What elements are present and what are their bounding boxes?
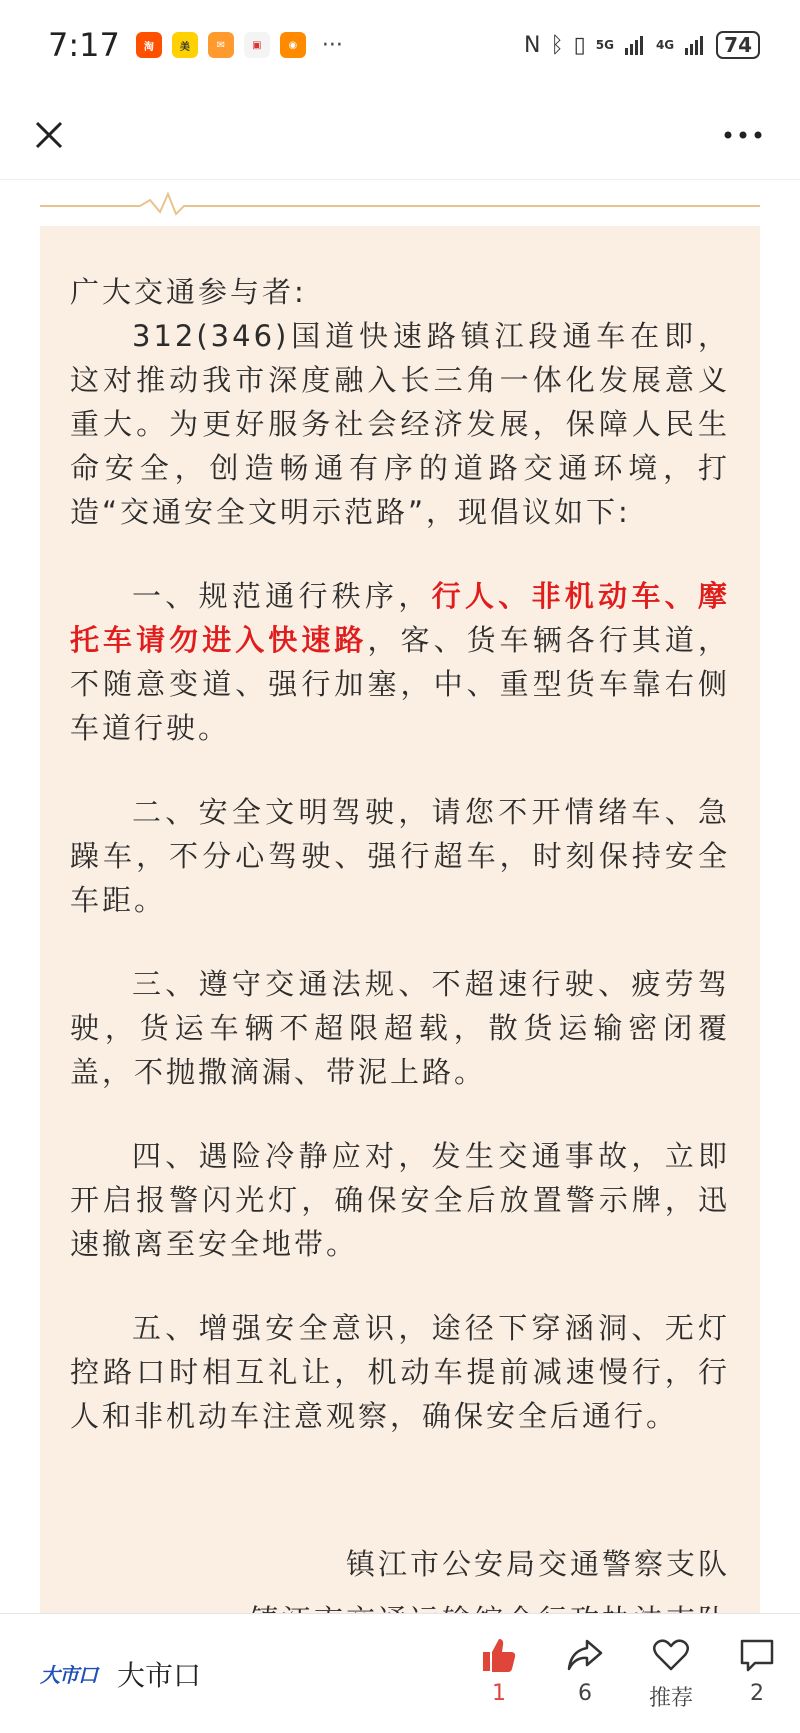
- brand-logo[interactable]: 大市口: [40, 1663, 97, 1687]
- gift-app-icon: ▣: [244, 32, 270, 58]
- recommend-label: 推荐: [648, 1686, 693, 1711]
- bluetooth-icon: ᛒ: [550, 32, 564, 58]
- greeting: 广大交通参与者:: [70, 275, 307, 309]
- nfc-icon: N: [523, 32, 541, 58]
- meituan-app-icon: 美: [172, 32, 198, 58]
- status-indicators: [524, 31, 760, 59]
- shopping-app-icon: ◉: [280, 32, 306, 58]
- comment-button[interactable]: [714, 1635, 800, 1712]
- signal-4g-label: 4G: [655, 38, 675, 52]
- battery-indicator: 74: [716, 31, 760, 59]
- like-count: 1: [492, 1681, 506, 1706]
- taobao-app-icon: 淘: [136, 32, 162, 58]
- more-dots-icon: [723, 130, 763, 140]
- bottom-bar: [0, 1613, 800, 1733]
- comment-count: 2: [750, 1681, 764, 1706]
- signal-bars-icon: [624, 34, 646, 56]
- close-icon: [34, 120, 64, 150]
- notification-icons: [136, 32, 343, 58]
- action-buttons: [456, 1635, 800, 1712]
- heart-icon: [651, 1635, 691, 1675]
- share-button[interactable]: [542, 1635, 628, 1712]
- comment-icon: [737, 1635, 777, 1675]
- decorative-divider: [40, 190, 760, 220]
- close-button[interactable]: [24, 110, 74, 160]
- recommend-button[interactable]: [628, 1635, 714, 1712]
- item-1: [70, 574, 730, 750]
- vibrate-icon: ▯: [573, 32, 586, 58]
- article-card: [40, 226, 760, 1626]
- status-bar: [0, 0, 800, 90]
- more-options-button[interactable]: [718, 110, 768, 160]
- signal-5g-label: 5G: [595, 38, 614, 52]
- item-1-highlight: 行人、非机动车、摩托车请勿进入快速路: [70, 579, 730, 657]
- share-count: 6: [578, 1681, 592, 1706]
- signal-bars-icon-2: [684, 34, 706, 56]
- more-notifications-icon: ···: [321, 32, 343, 58]
- app-notification-icon: ✉: [208, 32, 234, 58]
- item-5: 五、增强安全意识，途径下穿涵洞、无灯控路口时相互礼让，机动车提前减速慢行，行人和非机动车注意观察，确保安全后通行。: [70, 1311, 730, 1433]
- item-1-suffix: ，客、货车辆各行其道，不随意变道、强行加塞，中、重型货车靠右侧车道行驶。: [70, 623, 730, 745]
- thumbs-up-icon: [479, 1635, 519, 1675]
- status-time: 7:17: [48, 26, 120, 64]
- intro-paragraph: 312(346)国道快速路镇江段通车在即，这对推动我市深度融入长三角一体化发展意义重大。为更好服务社会经济发展，保障人民生命安全，创造畅通有序的道路交通环境，打造“交通安全文明示范路”，现倡议如下:: [70, 319, 730, 529]
- item-3: 三、遵守交通法规、不超速行驶、疲劳驾驶，货运车辆不超限超载，散货运输密闭覆盖，不抛撒滴漏、带泥上路。: [70, 967, 730, 1089]
- like-button[interactable]: [456, 1635, 542, 1712]
- item-1-prefix: 一、规范通行秩序，: [132, 579, 432, 613]
- top-nav: [0, 90, 800, 180]
- signature-police: 镇江市公安局交通警察支队: [345, 1547, 730, 1581]
- brand-name[interactable]: 大市口: [117, 1658, 202, 1692]
- share-icon: [565, 1635, 605, 1675]
- item-2: 二、安全文明驾驶，请您不开情绪车、急躁车，不分心驾驶、强行超车，时刻保持安全车距。: [70, 795, 730, 917]
- item-4: 四、遇险冷静应对，发生交通事故，立即开启报警闪光灯，确保安全后放置警示牌，迅速撤离至安全地带。: [70, 1139, 730, 1261]
